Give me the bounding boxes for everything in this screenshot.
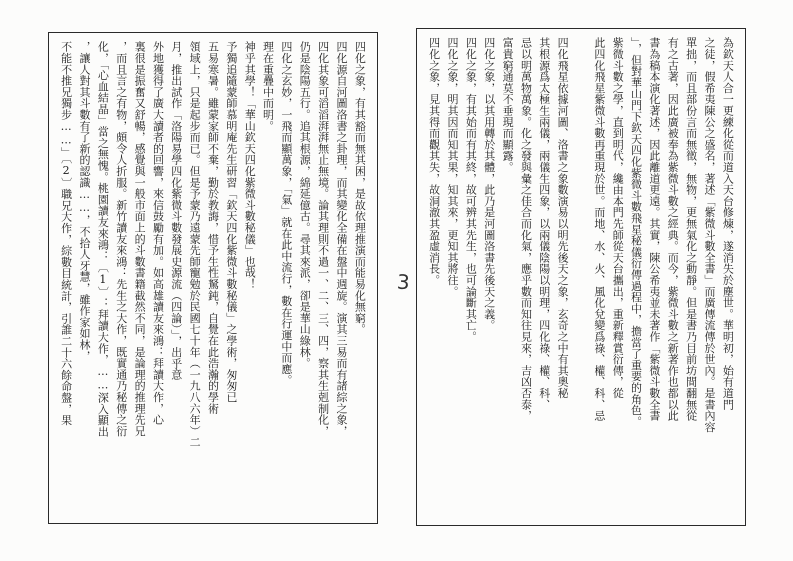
text-column: 四化之象，有其始而有其終，故可辨其先生，也可論斷其亡。	[464, 37, 478, 343]
text-column: 忌以明萬物萬象。化之發與彙之佳合而化氣，應乎數而知往見來，吉凶否泰，	[519, 37, 533, 422]
text-column: 四化之象，見其得而觀其失，故洞澈其盈虛消長。	[427, 37, 441, 286]
text-column: 單拙，而且部份言而無徵，無物，更無氣化之動靜。但是書乃目前坊間翻無從	[684, 37, 698, 422]
text-column: 紫微斗數之學，直到明代，纔由本門先師從天台攜出，重新釋賞衍傳，從	[611, 37, 625, 399]
text-column: 之徒，假希夷陳公之盛名，著述「紫微斗數全書」而廣傳流傳於世內。是書內容	[702, 37, 716, 433]
text-column: 神乎其學！「華山欽天四化紫微斗數秘儀」也哉！	[243, 41, 257, 290]
right-page	[404, 22, 756, 540]
text-column: 書為稿本演化著述，因此離道更遠。其實，陳公希夷並未著作「紫微斗數全書	[647, 37, 661, 422]
handwritten-page-number: 3	[396, 269, 411, 295]
text-column: 其根源爲太極生兩儀，兩儀生四象，以兩儀陰陽以明理，四化祿、權、科、	[537, 37, 551, 410]
text-column: 仍是陰陽五行。追其根源，綿延億古。尋其來派，卻是華山綠林。	[298, 41, 312, 369]
text-column: 四化之象，以其用轉於其體，此乃是河圖洛書先後天之義。	[482, 37, 496, 331]
text-column: ，讓人對其斗數有了新的認識……，不拾人牙慧，雖作家如林，	[78, 41, 92, 362]
text-column: 四化之玄妙，一飛而顯萬象，「氣」就在此中流行，數在行運中而應。	[279, 41, 293, 386]
text-column: 化，「心血結晶」當之無愧。桃園讀友來鴻：〔1〕：拜讀大作，……深入顯出	[96, 41, 110, 437]
text-column: 此四化飛星紫微斗數再重現於世。而地、水、火、風化兌變爲祿、權、科、忌	[592, 37, 606, 422]
text-column	[575, 37, 588, 517]
left-page-frame	[48, 32, 378, 524]
text-column: 有之古著，因此廣被奉為紫微斗數之經典。而今，紫微斗數之新著作也都以此	[666, 37, 680, 422]
text-column: 為欽天人合一更練化從而道入天台修煉，遂消失於塵世。華明初，始有道門	[721, 37, 735, 410]
text-column: 裏很是振奮又舒暢，感覺與一般市面上的斗數書籍截然不同，是論理的推理先兄	[133, 41, 147, 437]
text-column: 富貴窮通莫不垂現而顯露。	[501, 37, 515, 173]
text-column: 」，但對華山門下欽天四化紫微斗數飛星秘儀衍傳過程中，擔當了重要的角色。	[629, 37, 643, 427]
text-column: 四化飛星依據河圖、洛書之象數演易以明先後天之象，玄奇之中有其奧秘	[556, 37, 570, 399]
text-column: 予獨追隨蒙師慕明庵先生研習「欽天四化紫微斗數秘儀」之學術，匆匆已	[224, 41, 238, 403]
text-column: 四化其象可滔滔湃湃無止無境。論其理則不過一、二、三、四，察其生剋制化，	[316, 41, 330, 437]
text-column: 外地獲得了廣大讀者的回響，來信鼓勵有加。如高雄讀友來鴻：拜讀大作，心	[151, 41, 165, 426]
right-page-text	[425, 37, 737, 517]
text-column: 四化之象，有其豁而無其困，是故依理推演而能易化無窮。	[353, 41, 367, 335]
left-page	[38, 22, 390, 540]
text-column: 五易寒暑。雖蒙家師不棄，勤於教誨，惜予生性駑鈍，自覺在此浩瀚的學術	[206, 41, 220, 414]
text-column: 理在重疊中而明。	[261, 41, 275, 132]
text-column: 領域上，只是起步而已。但是予蒙乃遠蒙先師寵勉於民國七十年（一九八六年）二	[188, 41, 202, 448]
left-page-text	[57, 41, 369, 515]
text-column: ，而且言之有物，頗令人折服。新竹讀友來鴻：先生之大作，既實通乃秘傳之衍	[114, 41, 128, 437]
right-page-frame	[416, 28, 746, 526]
text-column: 四化之象，明其因而知其果，知其來，更知其將往。	[446, 37, 460, 297]
text-column: 不能不推兄獨步……」〔2〕職兄大作，綜數目統計，引誰二十六餘命盤，果	[59, 41, 73, 426]
text-column: 月，推出試作「洛陽易學四化紫微斗數發展史源流（四論）」，出乎意	[169, 41, 183, 381]
text-column: 四化源自河圖洛書之卦理，而其變化全備在盤中週旋。演其三易而有諸綜之象，	[334, 41, 348, 437]
